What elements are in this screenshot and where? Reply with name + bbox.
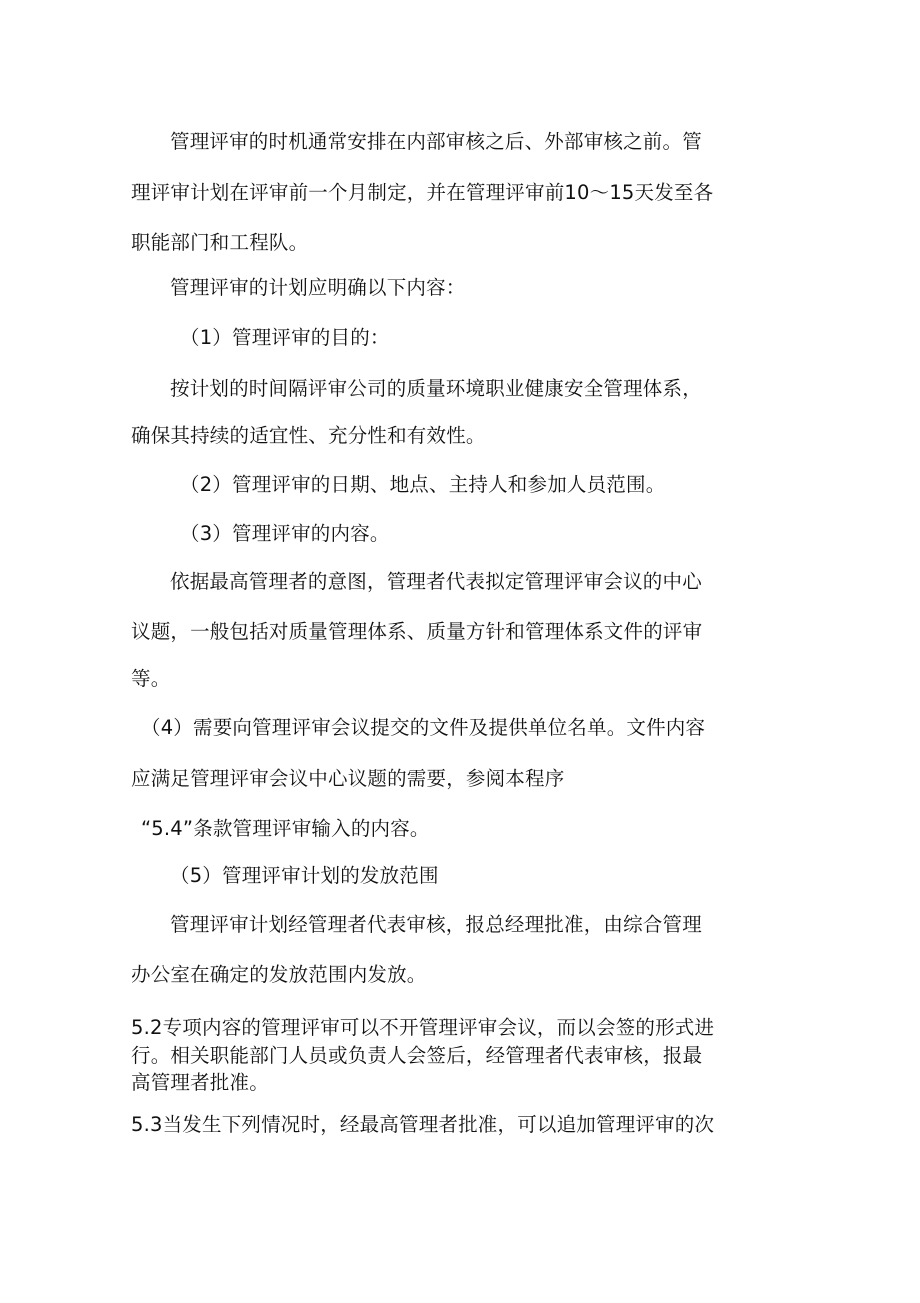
paragraph-line-11: 议题，一般包括对质量管理体系、质量方针和管理体系文件的评审 <box>131 620 703 643</box>
paragraph-line-17: 管理评审计划经管理者代表审核，报总经理批准，由综合管理 <box>170 913 702 936</box>
section-5-3-line-1: 5.3当发生下列情况时，经最高管理者批准，可以追加管理评审的次 <box>131 1113 715 1136</box>
paragraph-line-2: 理评审计划在评审前一个月制定，并在管理评审前10～15天发至各 <box>131 181 714 204</box>
list-item-2-heading: （2）管理评审的日期、地点、主持人和参加人员范围。 <box>180 473 666 496</box>
section-5-2-line-2: 行。相关职能部门人员或负责人会签后，经管理者代表审核，报最 <box>131 1044 703 1067</box>
list-item-4-heading: （4）需要向管理评审会议提交的文件及提供单位名单。文件内容 <box>141 716 706 739</box>
section-5-2-line-1: 5.2专项内容的管理评审可以不开管理评审会议，而以会签的形式进 <box>131 1016 715 1039</box>
paragraph-line-10: 依据最高管理者的意图，管理者代表拟定管理评审会议的中心 <box>170 570 702 593</box>
list-item-5-heading: （5）管理评审计划的发放范围 <box>170 864 439 887</box>
paragraph-line-18: 办公室在确定的发放范围内发放。 <box>131 963 427 986</box>
paragraph-line-6: 按计划的时间隔评审公司的质量环境职业健康安全管理体系， <box>170 377 702 400</box>
paragraph-line-3: 职能部门和工程队。 <box>131 231 309 254</box>
paragraph-line-12: 等。 <box>131 667 171 690</box>
paragraph-line-4: 管理评审的计划应明确以下内容： <box>170 276 466 299</box>
paragraph-line-14: 应满足管理评审会议中心议题的需要，参阅本程序 <box>131 767 565 790</box>
list-item-3-heading: （3）管理评审的内容。 <box>180 522 390 545</box>
paragraph-line-15: “5.4”条款管理评审输入的内容。 <box>141 817 430 840</box>
section-5-2-line-3: 高管理者批准。 <box>131 1071 269 1094</box>
paragraph-line-1: 管理评审的时机通常安排在内部审核之后、外部审核之前。管 <box>170 130 702 153</box>
list-item-1-heading: （1）管理评审的目的： <box>180 326 390 349</box>
paragraph-line-7: 确保其持续的适宜性、充分性和有效性。 <box>131 424 486 447</box>
